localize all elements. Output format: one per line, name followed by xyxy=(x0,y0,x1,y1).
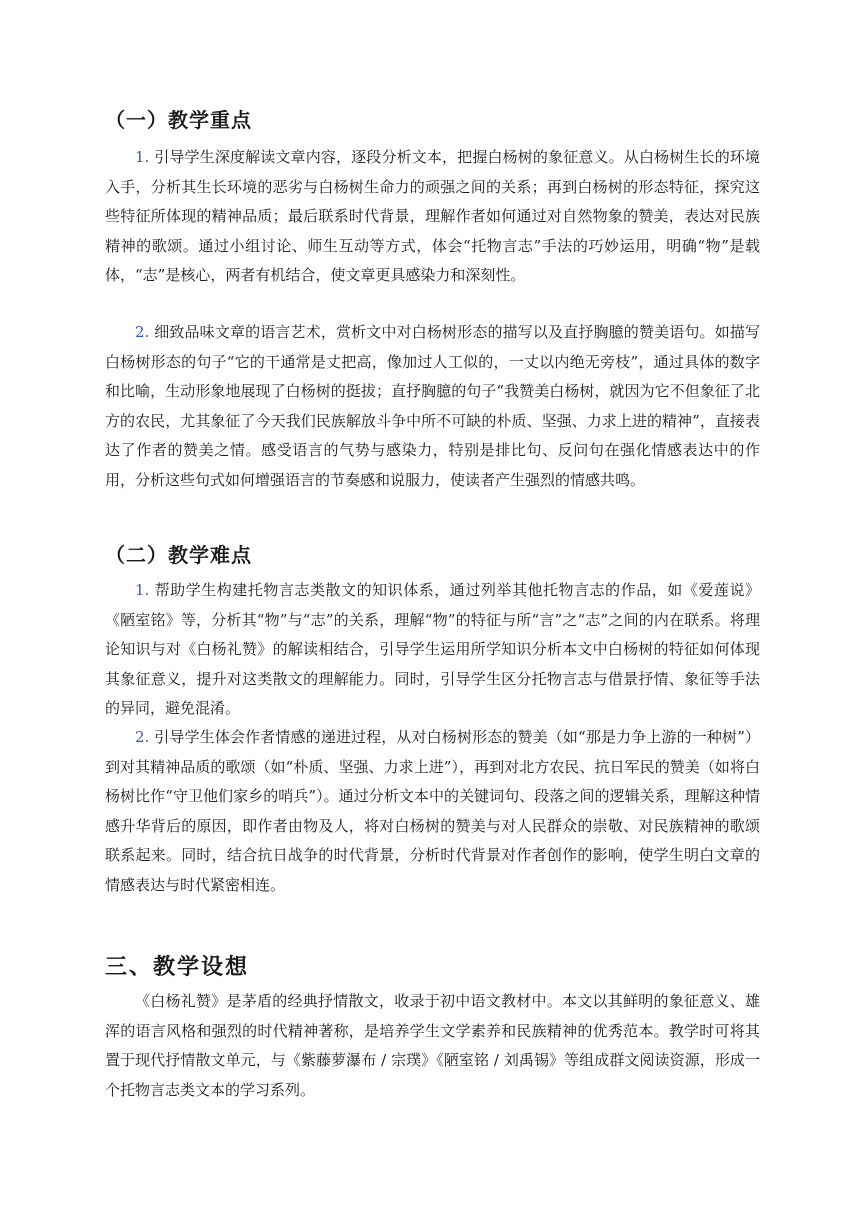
section-heading-teaching-difficulty: （二）教学难点 xyxy=(105,543,252,567)
paragraph-focus-1 xyxy=(105,143,760,291)
paragraph-focus-2 xyxy=(105,318,760,496)
paragraph-text: 帮助学生构建托物言志类散文的知识体系，通过列举其他托物言志的作品，如《爱莲说》《陋室铭》等，分析其“物”与“志”的关系，理解“物”的特征与所“言”之“志”之间的内在联系。将理论知识与对《白杨礼赞》的解读相结合，引导学生运用所学知识分析本文中白杨树的特征如何体现其象征意义，提升对这类散文的理解能力。同时，引导学生区分托物言志与借景抒情、象征等手法的异同，避免混淆。 xyxy=(105,581,760,718)
item-number: 1. xyxy=(135,581,150,599)
item-number: 2. xyxy=(135,323,150,341)
paragraph-design: 《白杨礼赞》是茅盾的经典抒情散文，收录于初中语文教材中。本文以其鲜明的象征意义、雄浑的语言风格和强烈的时代精神著称，是培养学生文学素养和民族精神的优秀范本。教学时可将其置于现代抒情散文单元，与《紫藤萝瀑布 / 宗璞》《陋室铭 / 刘禹锡》等组成群文阅读资源，形成一个托物言志类文本的学习系列。 xyxy=(105,992,760,1099)
section-heading-teaching-focus: （一）教学重点 xyxy=(105,108,252,132)
section-heading-teaching-design: 三、教学设想 xyxy=(105,955,250,980)
paragraph-difficulty-1 xyxy=(105,576,760,724)
item-number: 1. xyxy=(135,148,150,166)
paragraph-difficulty-2 xyxy=(105,723,760,901)
paragraph-text: 引导学生深度解读文章内容，逐段分析文本，把握白杨树的象征意义。从白杨树生长的环境入手，分析其生长环境的恶劣与白杨树生命力的顽强之间的关系；再到白杨树的形态特征，探究这些特征所体现的精神品质；最后联系时代背景，理解作者如何通过对自然物象的赞美，表达对民族精神的歌颂。通过小组讨论、师生互动等方式，体会“托物言志”手法的巧妙运用，明确“物”是载体，“志”是核心，两者有机结合，使文章更具感染力和深刻性。 xyxy=(105,148,760,285)
paragraph-text: 引导学生体会作者情感的递进过程，从对白杨树形态的赞美（如“那是力争上游的一种树”）到对其精神品质的歌颂（如“朴质、坚强、力求上进”），再到对北方农民、抗日军民的赞美（如将白杨树比作“守卫他们家乡的哨兵”）。通过分析文本中的关键词句、段落之间的逻辑关系，理解这种情感升华背后的原因，即作者由物及人，将对白杨树的赞美与对人民群众的崇敬、对民族精神的歌颂联系起来。同时，结合抗日战争的时代背景，分析时代背景对作者创作的影响，使学生明白文章的情感表达与时代紧密相连。 xyxy=(105,728,760,894)
paragraph-text: 细致品味文章的语言艺术，赏析文中对白杨树形态的描写以及直抒胸臆的赞美语句。如描写白杨树形态的句子“它的干通常是丈把高，像加过人工似的，一丈以内绝无旁枝”，通过具体的数字和比喻，生动形象地展现了白杨树的挺拔；直抒胸臆的句子“我赞美白杨树，就因为它不但象征了北方的农民，尤其象征了今天我们民族解放斗争中所不可缺的朴质、坚强、力求上进的精神”，直接表达了作者的赞美之情。感受语言的气势与感染力，特别是排比句、反问句在强化情感表达中的作用，分析这些句式如何增强语言的节奏感和说服力，使读者产生强烈的情感共鸣。 xyxy=(105,323,760,489)
item-number: 2. xyxy=(135,728,150,746)
